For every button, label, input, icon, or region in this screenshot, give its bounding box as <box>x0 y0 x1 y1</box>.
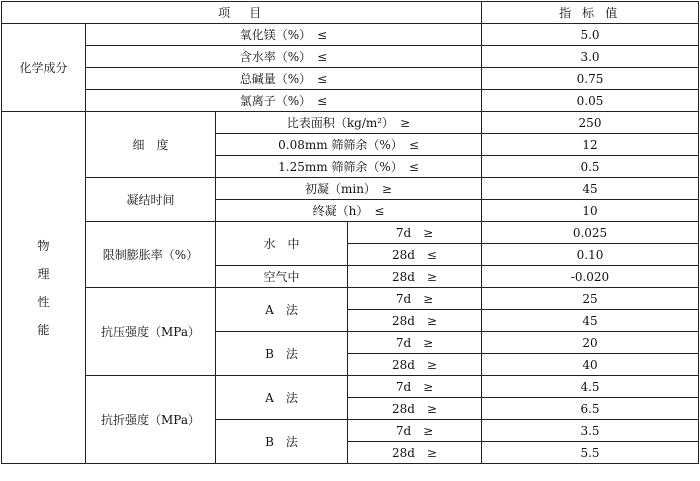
table-row <box>2 376 699 398</box>
age-label: 28d ≥ <box>348 310 482 332</box>
age-label: 7d ≥ <box>348 332 482 354</box>
item-value: 45 <box>482 178 699 200</box>
fineness-label: 细 度 <box>86 112 216 178</box>
item-label: 总碱量（%） ≤ <box>86 68 482 90</box>
method-label: A 法 <box>216 376 348 420</box>
age-label: 28d ≥ <box>348 266 482 288</box>
item-value: 12 <box>482 134 699 156</box>
item-value: 0.5 <box>482 156 699 178</box>
item-value: 0.10 <box>482 244 699 266</box>
item-label: 0.08mm 筛筛余（%） ≤ <box>216 134 482 156</box>
table-row <box>2 288 699 310</box>
header-row <box>2 2 699 24</box>
item-value: 40 <box>482 354 699 376</box>
header-item: 项 目 <box>2 2 482 24</box>
age-label: 28d ≥ <box>348 398 482 420</box>
item-label: 1.25mm 筛筛余（%） ≤ <box>216 156 482 178</box>
item-label: 初凝（min） ≥ <box>216 178 482 200</box>
item-label: 含水率（%） ≤ <box>86 46 482 68</box>
table-row <box>2 222 699 244</box>
item-value: 10 <box>482 200 699 222</box>
flexural-label: 抗折强度（MPa） <box>86 376 216 464</box>
item-label: 氯离子（%） ≤ <box>86 90 482 112</box>
method-label: B 法 <box>216 420 348 464</box>
item-label: 比表面积（kg/m²） ≥ <box>216 112 482 134</box>
item-value: 0.75 <box>482 68 699 90</box>
item-value: 6.5 <box>482 398 699 420</box>
item-value: -0.020 <box>482 266 699 288</box>
expansion-label: 限制膨胀率（%） <box>86 222 216 288</box>
age-label: 7d ≥ <box>348 376 482 398</box>
method-label: A 法 <box>216 288 348 332</box>
method-label: B 法 <box>216 332 348 376</box>
item-value: 0.025 <box>482 222 699 244</box>
item-value: 20 <box>482 332 699 354</box>
item-label: 氧化镁（%） ≤ <box>86 24 482 46</box>
item-value: 5.0 <box>482 24 699 46</box>
group-physical-char: 性 <box>37 294 50 309</box>
item-value: 250 <box>482 112 699 134</box>
table-row <box>2 90 699 112</box>
group-physical <box>2 112 86 464</box>
group-physical-char: 物 <box>37 238 50 253</box>
item-value: 5.5 <box>482 442 699 464</box>
group-physical-char: 理 <box>37 266 50 281</box>
age-label: 28d ≥ <box>348 442 482 464</box>
item-value: 25 <box>482 288 699 310</box>
age-label: 7d ≥ <box>348 288 482 310</box>
age-label: 7d ≥ <box>348 222 482 244</box>
item-label: 终凝（h） ≤ <box>216 200 482 222</box>
group-chemical: 化学成分 <box>2 24 86 112</box>
setting-label: 凝结时间 <box>86 178 216 222</box>
table-row <box>2 24 699 46</box>
item-value: 4.5 <box>482 376 699 398</box>
item-value: 45 <box>482 310 699 332</box>
condition-label: 空气中 <box>216 266 348 288</box>
table-row <box>2 112 699 134</box>
condition-label: 水 中 <box>216 222 348 266</box>
age-label: 28d ≥ <box>348 354 482 376</box>
age-label: 7d ≥ <box>348 420 482 442</box>
item-value: 3.0 <box>482 46 699 68</box>
table-row <box>2 46 699 68</box>
table-row <box>2 68 699 90</box>
group-physical-char: 能 <box>37 322 50 337</box>
item-value: 0.05 <box>482 90 699 112</box>
table-row <box>2 178 699 200</box>
item-value: 3.5 <box>482 420 699 442</box>
spec-table <box>1 1 699 464</box>
compressive-label: 抗压强度（MPa） <box>86 288 216 376</box>
age-label: 28d ≤ <box>348 244 482 266</box>
header-value: 指 标 值 <box>482 2 699 24</box>
